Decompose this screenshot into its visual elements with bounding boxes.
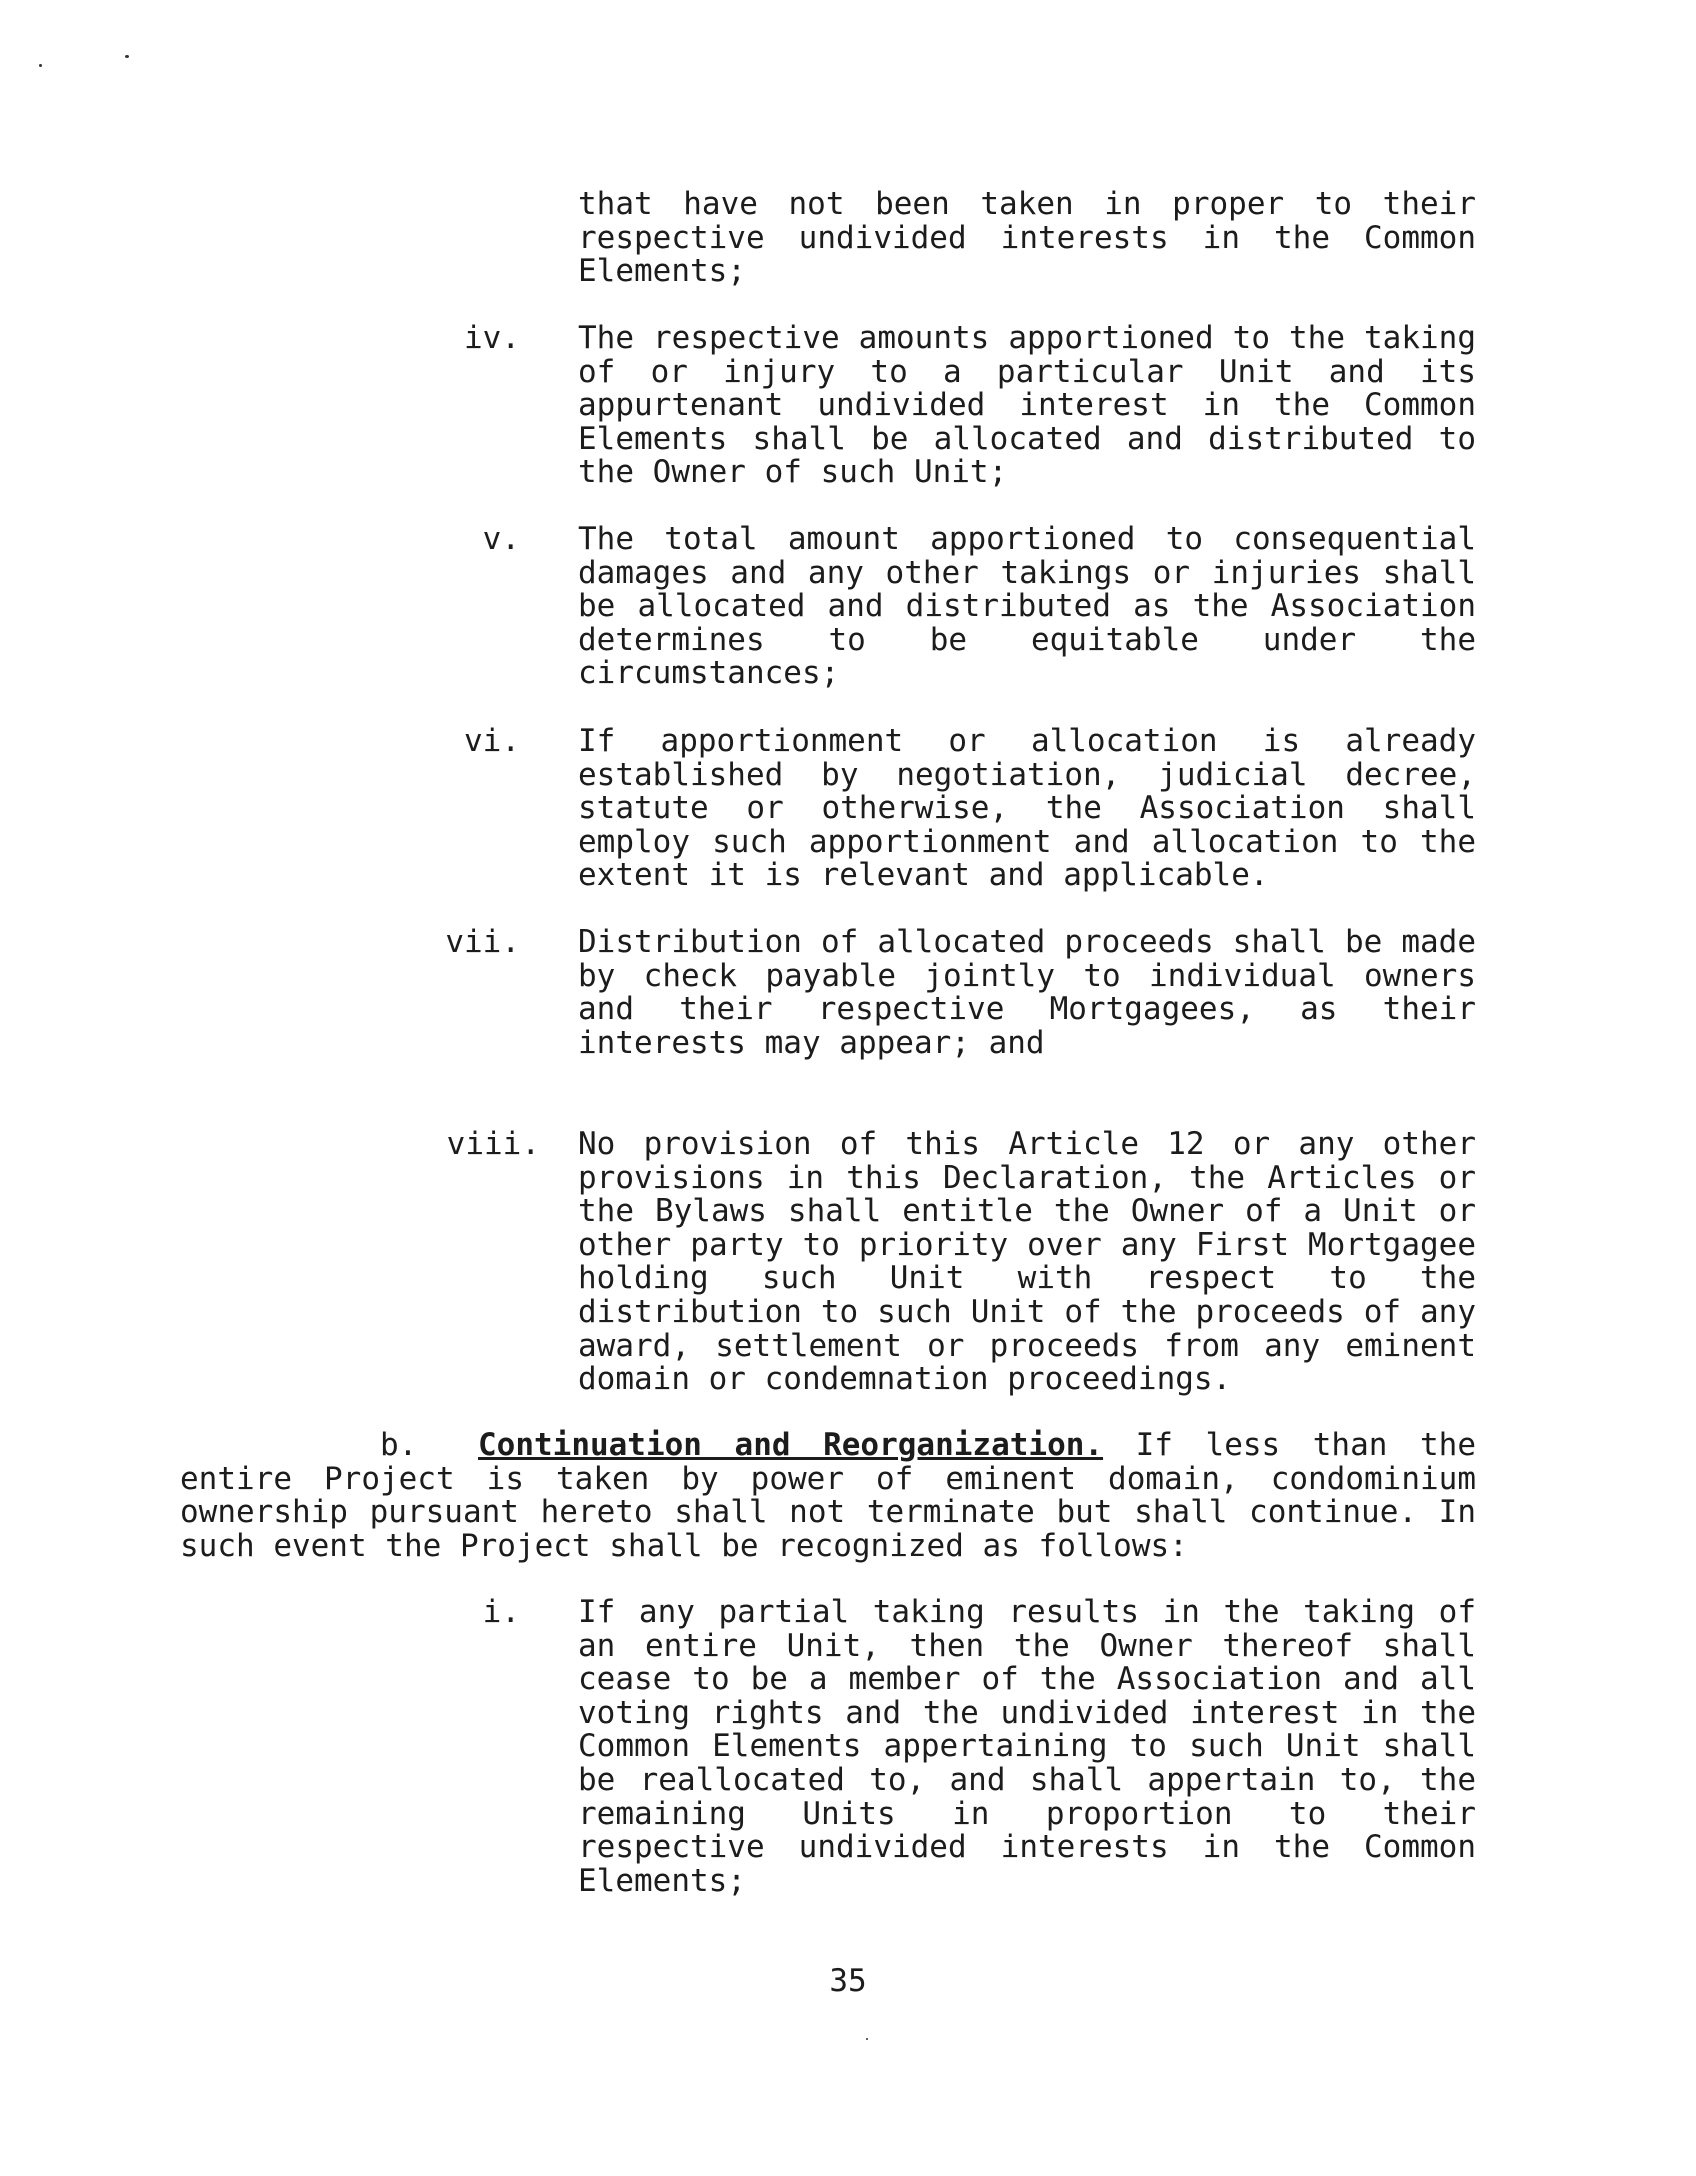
item-text-v: The total amount apportioned to consequential damages and any other takings or injuries shall be allocated and distributed as the Association determines to be equitable under the circumstances; xyxy=(578,521,1476,692)
item-text-viii: No provision of this Article 12 or any other provisions in this Declaration, the Articles or the Bylaws shall entitle the Owner of a Unit or other party to priority over any First Mortgagee holding such Unit with respect to the distribution to such Unit of the proceeds of any award, settlement or proceeds from any eminent domain or condemnation proceedings. xyxy=(578,1126,1476,1398)
section-b-text: If less than the entire Project is taken by power of eminent domain, condominium ownership pursuant hereto shall not terminate but shall continue. In such event the Project shall be recognized as follows: xyxy=(180,1427,1476,1564)
continuation-paragraph: that have not been taken in proper to their respective undivided interests in the Common Elements; xyxy=(578,186,1476,290)
scan-speck xyxy=(125,55,129,58)
item-text-iv: The respective amounts apportioned to the taking of or injury to a particular Unit and its appurtenant undivided interest in the Common Elements shall be allocated and distributed to the Owner of such Unit; xyxy=(578,320,1476,491)
item-text-vii: Distribution of allocated proceeds shall be made by check payable jointly to individual owners and their respective Mortgagees, as their interests may appear; and xyxy=(578,924,1476,1061)
section-b-label: b. xyxy=(380,1427,418,1463)
scan-speck xyxy=(866,2038,868,2040)
page-number: 35 xyxy=(829,1963,867,1999)
section-b-paragraph xyxy=(180,1429,1476,1563)
item-number-b-i: i. xyxy=(482,1594,520,1630)
item-number-v: v. xyxy=(482,521,520,557)
item-number-iv: iv. xyxy=(464,320,520,356)
item-number-vii: vii. xyxy=(445,924,520,960)
item-text-b-i: If any partial taking results in the taking of an entire Unit, then the Owner thereof shall cease to be a member of the Association and all voting rights and the undivided interest in the Common Elements appertaining to such Unit shall be reallocated to, and shall appertain to, the remaining Units in proportion to their respective undivided interests in the Common Elements; xyxy=(578,1594,1476,1899)
item-number-viii: viii. xyxy=(446,1126,540,1162)
item-text-vi: If apportionment or allocation is already established by negotiation, judicial decree, statute or otherwise, the Association shall employ such apportionment and allocation to the extent it is relevant and applicable. xyxy=(578,723,1476,894)
scan-speck xyxy=(39,64,42,67)
item-number-vi: vi. xyxy=(464,723,520,759)
section-b-heading: Continuation and Reorganization. xyxy=(478,1427,1104,1463)
